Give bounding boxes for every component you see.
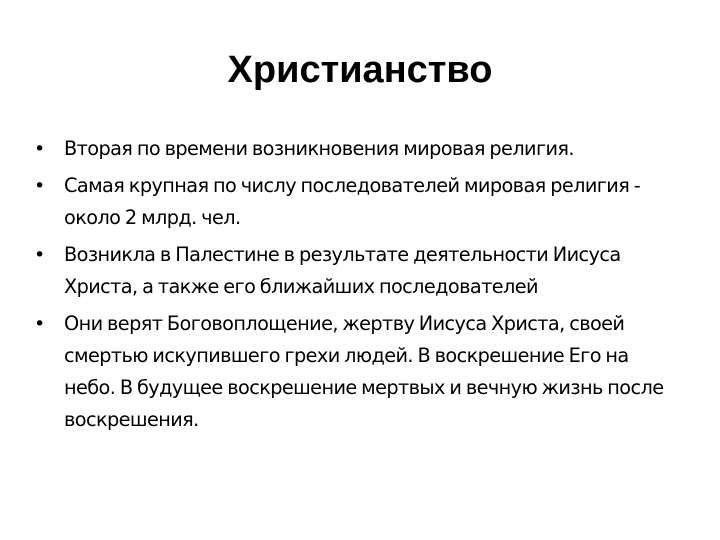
bullet-item	[34, 170, 684, 234]
bullet-point-icon: •	[34, 244, 46, 266]
bullet-item	[34, 239, 684, 303]
bullet-point-icon: •	[34, 175, 46, 197]
bullet-text: Самая крупная по числу последователей мировая религия - около 2 млрд. чел.	[64, 174, 641, 229]
bullet-list	[34, 133, 684, 441]
bullet-point-icon: •	[34, 138, 46, 160]
bullet-text: Они верят Боговоплощение, жертву Иисуса Христа, своей смертью искупившего грехи людей. В воскрешение Его на небо. В будущее воскрешение мертвых и вечную жизнь после воскрешения.	[64, 312, 664, 431]
bullet-item	[34, 308, 684, 436]
slide-title: Христианство	[227, 49, 493, 91]
bullet-text: Возникла в Палестине в результате деятельности Иисуса Христа, а также его ближайших последователей	[64, 243, 621, 298]
bullet-text: Вторая по времени возникновения мировая религия.	[64, 137, 574, 160]
bullet-point-icon: •	[34, 313, 46, 335]
bullet-item	[34, 133, 684, 165]
